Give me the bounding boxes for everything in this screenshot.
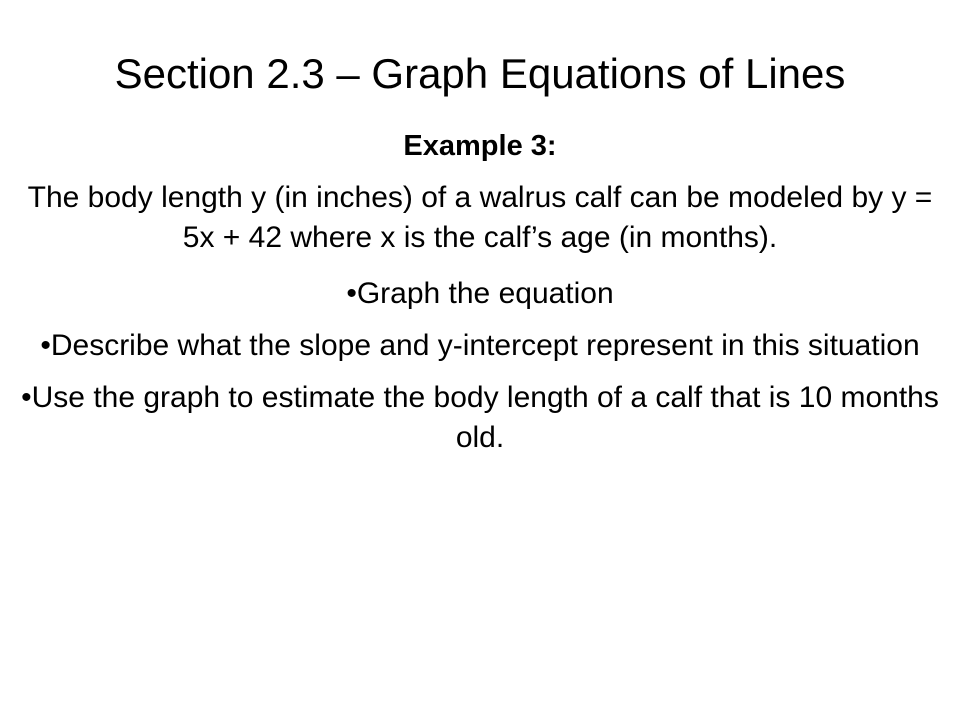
task-graph-equation: •Graph the equation (346, 277, 614, 310)
task-list (20, 274, 940, 458)
task-estimate-length: •Use the graph to estimate the body length of a calf that is 10 months old. (21, 381, 939, 454)
task-describe-slope-intercept: •Describe what the slope and y-intercept represent in this situation (40, 329, 920, 362)
example-label: Example 3: (403, 130, 557, 162)
problem-statement: The body length y (in inches) of a walrus calf can be modeled by y = 5x + 42 where x is the calf’s age (in months). (27, 181, 933, 254)
slide-title: Section 2.3 – Graph Equations of Lines (114, 50, 846, 97)
slide-body (20, 128, 940, 470)
